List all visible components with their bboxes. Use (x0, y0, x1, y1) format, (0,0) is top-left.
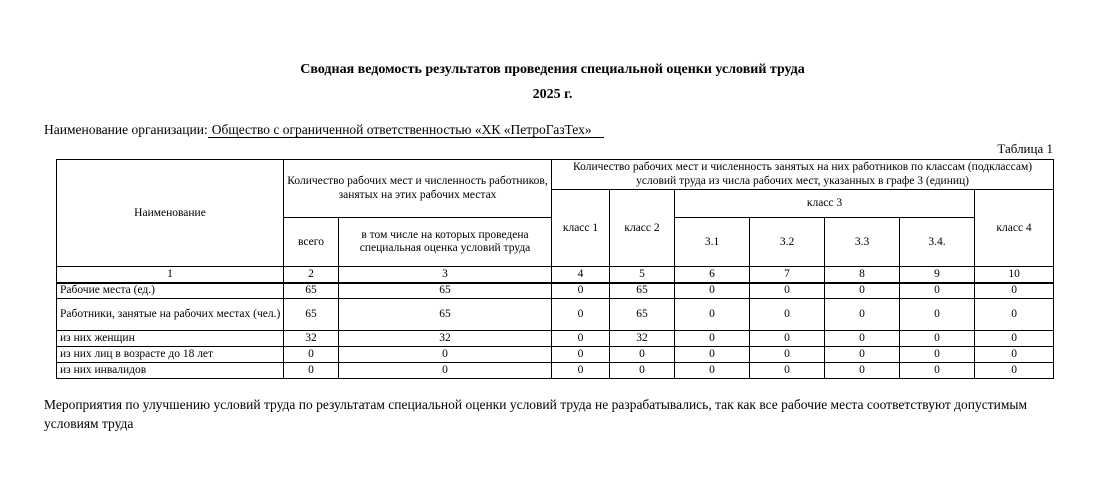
col-header-total: всего (284, 218, 339, 267)
col-header-assessed: в том числе на которых проведена специальная оценка условий труда (339, 218, 552, 267)
cell-value: 65 (610, 283, 675, 299)
cell-value: 0 (339, 347, 552, 363)
cell-value: 0 (825, 347, 900, 363)
cell-value: 65 (284, 299, 339, 331)
cell-value: 0 (900, 283, 975, 299)
col-number: 3 (339, 267, 552, 283)
organization-line (44, 122, 1061, 139)
cell-value: 0 (975, 299, 1054, 331)
table-row (57, 363, 1054, 379)
col-header-class2: класс 2 (610, 190, 675, 267)
cell-value: 0 (552, 299, 610, 331)
cell-value: 0 (284, 347, 339, 363)
cell-value: 0 (552, 347, 610, 363)
cell-value: 0 (900, 331, 975, 347)
cell-value: 0 (552, 331, 610, 347)
cell-value: 0 (610, 347, 675, 363)
cell-value: 0 (339, 363, 552, 379)
cell-value: 0 (975, 347, 1054, 363)
col-number: 5 (610, 267, 675, 283)
cell-value: 0 (900, 347, 975, 363)
column-numbers-row (57, 267, 1054, 283)
row-label: из них лиц в возрасте до 18 лет (57, 347, 284, 363)
cell-value: 0 (675, 363, 750, 379)
cell-value: 0 (975, 363, 1054, 379)
cell-value: 0 (825, 331, 900, 347)
col-number: 4 (552, 267, 610, 283)
table-row (57, 331, 1054, 347)
cell-value: 0 (552, 283, 610, 299)
cell-value: 65 (339, 299, 552, 331)
col-header-class3-group: класс 3 (675, 190, 975, 218)
col-number: 10 (975, 267, 1054, 283)
col-number: 6 (675, 267, 750, 283)
col-header-class3-4: 3.4. (900, 218, 975, 267)
cell-value: 0 (900, 299, 975, 331)
cell-value: 0 (750, 299, 825, 331)
page-title: Сводная ведомость результатов проведения специальной оценки условий труда (300, 62, 805, 77)
col-header-class3-3: 3.3 (825, 218, 900, 267)
cell-value: 0 (675, 347, 750, 363)
summary-table (56, 159, 1054, 379)
row-label: из них женщин (57, 331, 284, 347)
cell-value: 0 (750, 347, 825, 363)
col-number: 7 (750, 267, 825, 283)
cell-value: 0 (975, 331, 1054, 347)
cell-value: 0 (610, 363, 675, 379)
col-header-classes-group: Количество рабочих мест и численность занятых на них работников по классам (подклассам) условий труда из числа рабочих мест, указанных в графе 3 (единиц) (552, 160, 1054, 190)
cell-value: 65 (284, 283, 339, 299)
footer-note: Мероприятия по улучшению условий труда по результатам специальной оценки условий труда не разрабатывались, так как все рабочие места соответствуют допустимым условиям труда (44, 397, 1028, 431)
col-number: 2 (284, 267, 339, 283)
cell-value: 0 (825, 299, 900, 331)
col-header-name: Наименование (57, 160, 284, 267)
organization-name: Общество с ограниченной ответственностью «ХК «ПетроГазТех» (208, 122, 604, 138)
col-number: 1 (57, 267, 284, 283)
cell-value: 0 (750, 283, 825, 299)
cell-value: 32 (610, 331, 675, 347)
cell-value: 65 (610, 299, 675, 331)
organization-label: Наименование организации: (44, 121, 208, 137)
year-label: 2025 г. (532, 86, 573, 102)
row-label: Работники, занятые на рабочих местах (чел.) (57, 299, 284, 331)
cell-value: 0 (552, 363, 610, 379)
cell-value: 0 (900, 363, 975, 379)
cell-value: 32 (284, 331, 339, 347)
cell-value: 0 (750, 331, 825, 347)
cell-value: 0 (675, 299, 750, 331)
col-header-class3-2: 3.2 (750, 218, 825, 267)
col-header-class3-1: 3.1 (675, 218, 750, 267)
cell-value: 0 (750, 363, 825, 379)
col-header-class4: класс 4 (975, 190, 1054, 267)
table-row (57, 283, 1054, 299)
table-row (57, 347, 1054, 363)
cell-value: 0 (284, 363, 339, 379)
table-row (57, 299, 1054, 331)
cell-value: 0 (825, 363, 900, 379)
col-number: 8 (825, 267, 900, 283)
cell-value: 65 (339, 283, 552, 299)
cell-value: 0 (975, 283, 1054, 299)
row-label: Рабочие места (ед.) (57, 283, 284, 299)
table-caption: Таблица 1 (997, 141, 1053, 157)
col-number: 9 (900, 267, 975, 283)
cell-value: 32 (339, 331, 552, 347)
col-header-class1: класс 1 (552, 190, 610, 267)
cell-value: 0 (825, 283, 900, 299)
cell-value: 0 (675, 283, 750, 299)
cell-value: 0 (675, 331, 750, 347)
col-header-workplaces-group: Количество рабочих мест и численность работников, занятых на этих рабочих местах (284, 160, 552, 218)
row-label: из них инвалидов (57, 363, 284, 379)
